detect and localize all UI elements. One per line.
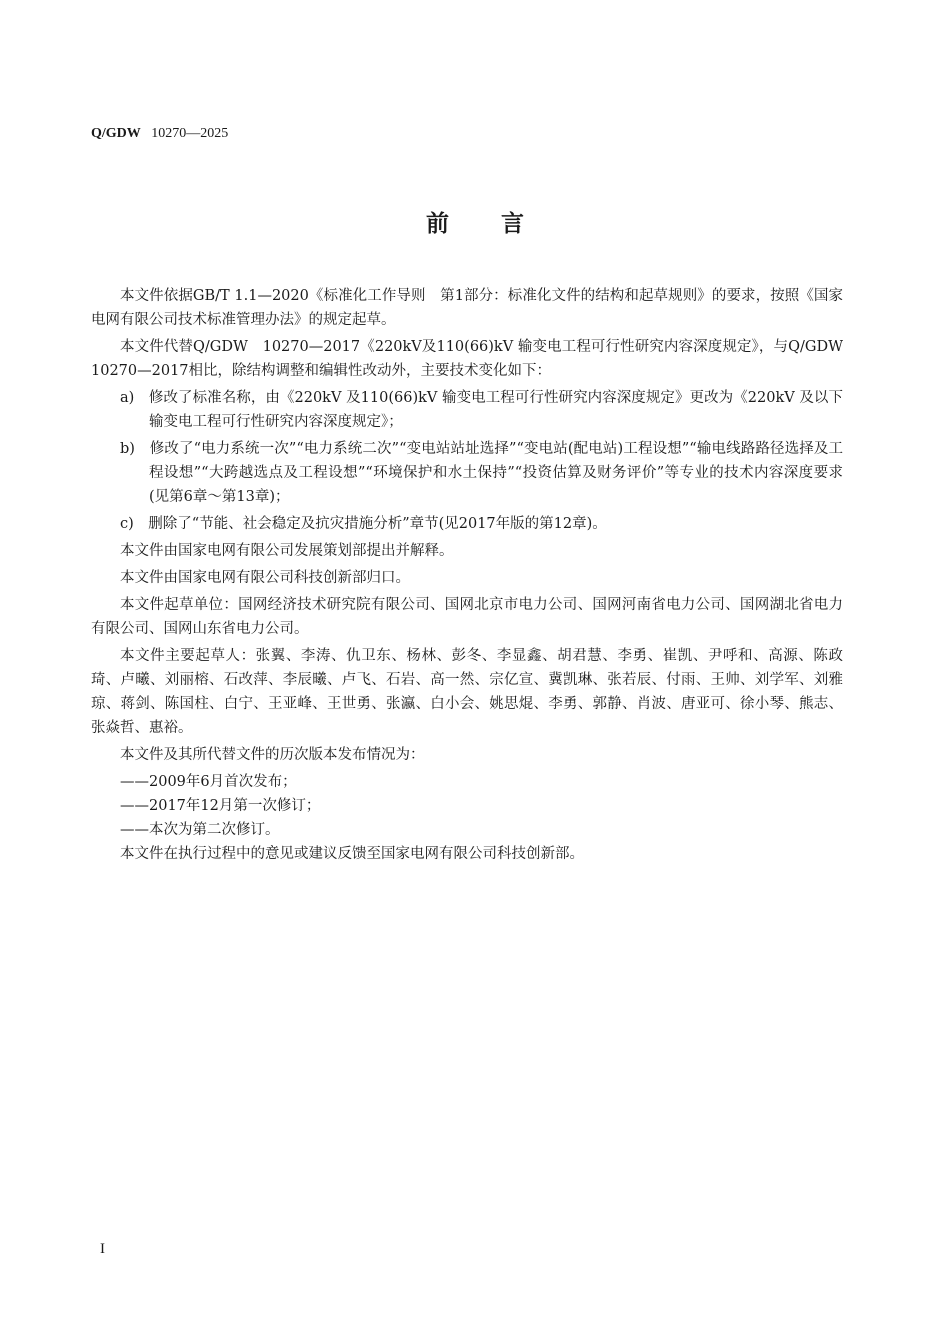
history-item-current: ——本次为第二次修订。 <box>120 822 280 838</box>
history-item-2009: ——2009年6月首次发布； <box>120 774 297 790</box>
list-item-a: a) 修改了标准名称，由《220kV 及110(66)kV 输变电工程可行性研究内容深度规定》更改为《220kV 及以下输变电工程可行性研究内容深度规定》； <box>120 390 843 430</box>
standard-number: 10270—2025 <box>151 126 229 141</box>
paragraph-basis: 本文件依据GB/T 1.1—2020《标准化工作导则 第1部分：标准化文件的结构和起草规则》的要求，按照《国家电网有限公司技术标准管理办法》的规定起草。 <box>91 288 843 328</box>
page-number: I <box>100 1241 105 1257</box>
list-item-b: b) 修改了“电力系统一次”“电力系统二次”“变电站站址选择”“变电站(配电站)工程设想”“输电线路路径选择及工程设想”“大跨越选点及工程设想”“环境保护和水土保持”“投资估算及财务评价”等专业的技术内容深度要求(见第6章～第13章)； <box>120 441 843 505</box>
paragraph-drafting-units: 本文件起草单位：国网经济技术研究院有限公司、国网北京市电力公司、国网河南省电力公司、国网湖北省电力有限公司、国网山东省电力公司。 <box>91 597 843 637</box>
paragraph-proposer: 本文件由国家电网有限公司发展策划部提出并解释。 <box>120 543 454 559</box>
paragraph-drafters: 本文件主要起草人：张翼、李涛、仇卫东、杨林、彭冬、李显鑫、胡君慧、李勇、崔凯、尹呼和、高源、陈政琦、卢曦、刘丽榕、石改萍、李辰曦、卢飞、石岩、高一然、宗亿宣、冀凯琳、张若辰、付雨、王帅、刘学军、刘雅琼、蒋剑、陈国柱、白宁、王亚峰、王世勇、张瀛、白小会、姚思焜、李勇、郭静、肖波、唐亚可、徐小琴、熊志、张焱哲、惠裕。 <box>91 648 843 736</box>
paragraph-feedback: 本文件在执行过程中的意见或建议反馈至国家电网有限公司科技创新部。 <box>120 846 584 862</box>
paragraph-replacement: 本文件代替Q/GDW 10270—2017《220kV及110(66)kV 输变电工程可行性研究内容深度规定》，与Q/GDW 10270—2017相比，除结构调整和编辑性改动外，主要技术变化如下： <box>91 339 843 379</box>
list-item-c: c) 删除了“节能、社会稳定及抗灾措施分析”章节(见2017年版的第12章)。 <box>120 516 607 532</box>
page-title: 前言 <box>426 211 576 237</box>
paragraph-administrator: 本文件由国家电网有限公司科技创新部归口。 <box>120 570 410 586</box>
document-header <box>91 126 228 142</box>
paragraph-history-intro: 本文件及其所代替文件的历次版本发布情况为： <box>120 747 425 763</box>
foreword-body <box>91 284 843 869</box>
standard-code: Q/GDW <box>91 126 141 141</box>
history-item-2017: ——2017年12月第一次修订； <box>120 798 321 814</box>
